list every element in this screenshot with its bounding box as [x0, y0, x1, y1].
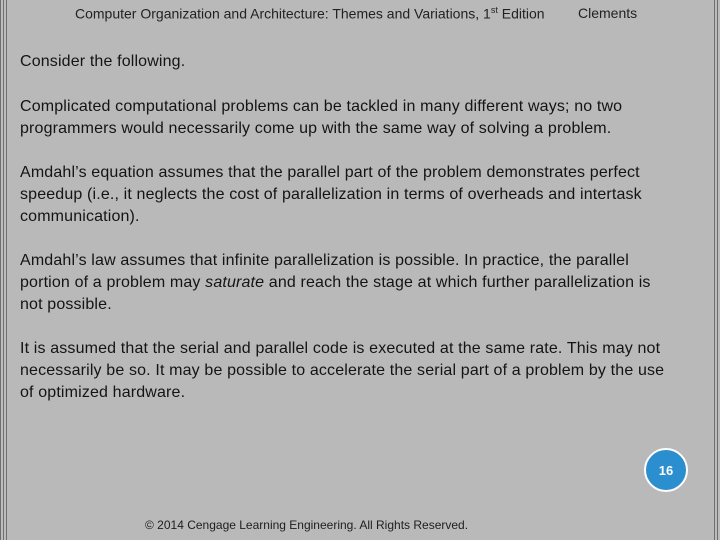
copyright-notice: © 2014 Cengage Learning Engineering. All Rights Reserved. — [145, 518, 469, 532]
paragraph-text-before: Amdahl’s law assumes that infinite parallelization is possible. In practice, the parallel portion of a problem may — [20, 252, 629, 291]
edition-superscript: st — [490, 5, 498, 15]
paragraph-perfect-speedup: Amdahl’s equation assumes that the parallel part of the problem demonstrates perfect speedup (i.e., it neglects the cost of parallelization in terms of overheads and intertask communication). — [20, 164, 642, 225]
paragraph-infinite-parallelization — [20, 250, 666, 316]
paragraph-execution-rate: It is assumed that the serial and parallel code is executed at the same rate. This may not necessarily be so. It may be possible to accelerate the serial part of a problem by the use of optimized hardware. — [20, 340, 665, 401]
author-name: Clements — [578, 5, 638, 21]
intro-text: Consider the following. — [20, 53, 186, 70]
edition-suffix: Edition — [497, 5, 545, 22]
book-title-text: Computer Organization and Architecture: Themes and Variations, 1 — [75, 5, 491, 22]
emphasis-saturate: saturate — [205, 274, 265, 291]
slide-header — [7, 5, 713, 21]
book-title — [75, 5, 545, 22]
paragraph-text-after: and reach the stage at which further parallelization is not possible. — [20, 274, 651, 313]
page-number-badge — [644, 448, 688, 492]
slide-body — [20, 51, 666, 426]
paragraph-problem-solving: Complicated computational problems can be tackled in many different ways; no two programmers would necessarily come up with the same way of solving a problem. — [20, 98, 623, 137]
page-number: 16 — [658, 462, 674, 478]
slide — [7, 0, 713, 540]
